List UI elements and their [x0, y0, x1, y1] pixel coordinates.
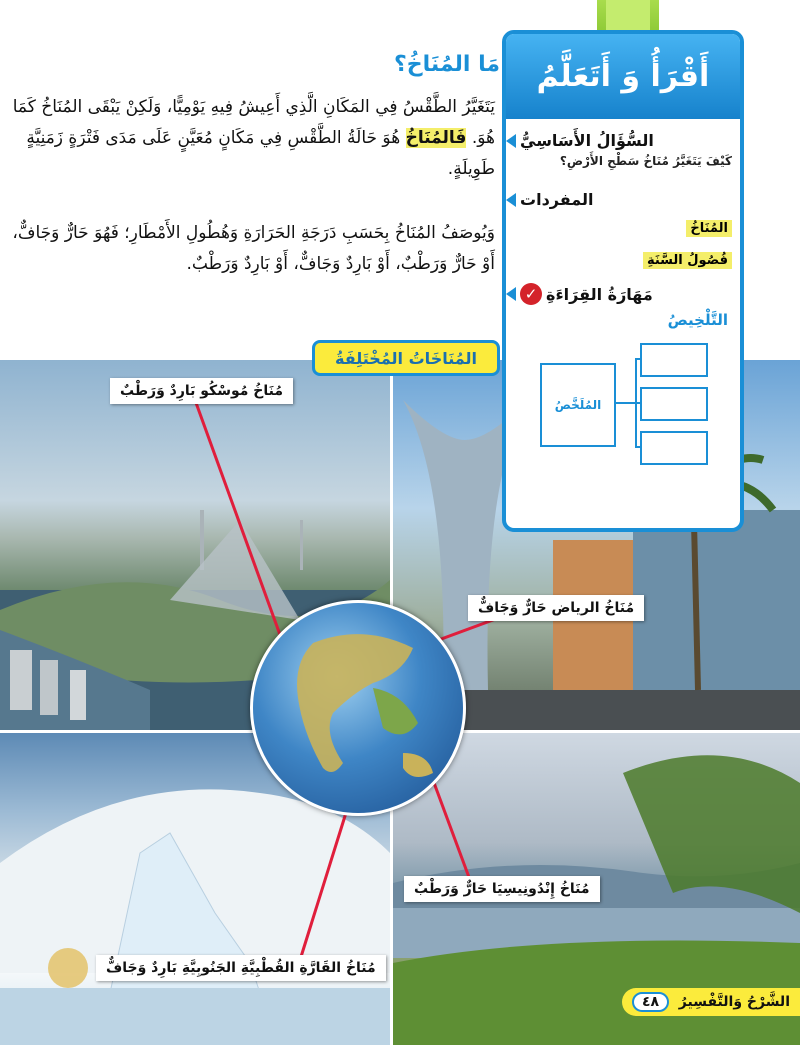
highlighted-term: فَالمُنَاخُ: [405, 128, 467, 148]
sidebar-header: [506, 34, 740, 119]
publisher-logo-icon: [48, 948, 88, 988]
globe-icon: [250, 600, 466, 816]
vocabulary-label: المفردات: [520, 190, 594, 209]
summary-diagram: [506, 329, 740, 479]
summary-detail-box-2: [640, 387, 708, 421]
vocab-term-seasons: فُصُولُ السَّنَةِ: [643, 252, 732, 269]
essential-question-label: السُّؤَالُ الأَسَاسِيُّ: [520, 131, 654, 150]
paragraph1-part1: يَتَغَيَّرُ الطَّقْسُ فِي المَكَانِ الَّذِي أَعِيشُ فِيهِ يَوْمِيًّا، وَلَكِنْ يَبْقَى المُنَاخُ كَمَا هُوَ.: [12, 97, 495, 148]
vocab-term-climate: المُنَاخُ: [686, 220, 732, 237]
antarctica-climate-label: مُنَاخُ القَارَّةِ القُطْبِيَّةِ الجَنُوبِيَّةِ بَارِدٌ وَجَافٌّ: [96, 955, 386, 981]
page-number: ٤٨: [632, 992, 669, 1012]
paragraph-climate-types: وَيُوصَفُ المُنَاخُ بِحَسَبِ دَرَجَةِ الحَرَارَةِ وَهُطُولِ الأَمْطَارِ؛ فَهُوَ حَارٌّ وَجَافٌّ، أَوْ حَارٌّ وَرَطْبٌ، أَوْ بَارِدٌ وَجَافٌّ، أَوْ بَارِدٌ وَرَطْبٌ.: [12, 223, 495, 274]
reading-skill-label: مَهَارَةُ القِرَاءَةِ: [546, 284, 653, 304]
summary-detail-box-3: [640, 431, 708, 465]
antarctica-connector-line: [300, 800, 350, 960]
vocabulary-heading: [506, 190, 740, 209]
sidebar-title: أَقْرَأُ وَ أَتَعَلَّمُ: [536, 59, 710, 94]
summary-detail-box-1: [640, 343, 708, 377]
triangle-bullet-icon: [506, 287, 516, 301]
banner-text: المُنَاخَاتُ المُخْتَلِفَةُ: [335, 348, 477, 368]
moscow-climate-label: مُنَاخُ مُوسْكُو بَارِدٌ وَرَطْبٌ: [110, 378, 293, 404]
reading-skill-heading: [506, 283, 740, 305]
summary-center-label: المُلَخَّصُ: [554, 398, 602, 412]
different-climates-banner: [312, 340, 500, 376]
page-footer: [622, 988, 800, 1016]
riyadh-climate-label: مُنَاخُ الرياض حَارٌّ وَجَافٌّ: [468, 595, 644, 621]
checkmark-icon: ✓: [520, 283, 542, 305]
indonesia-climate-label: مُنَاخُ إِنْدُونِيسِيَا حَارٌّ وَرَطْبٌ: [404, 876, 600, 902]
read-and-learn-sidebar: [502, 30, 744, 532]
chapter-label: الشَّرْحُ وَالتَّفْسِيرُ: [678, 994, 790, 1010]
essential-question-text: كَيْفَ يَتَغَيَّرُ مُنَاخُ سَطْحِ الأَرْضِ؟: [559, 154, 732, 168]
triangle-bullet-icon: [506, 193, 516, 207]
essential-question-heading: [506, 131, 740, 150]
triangle-bullet-icon: [506, 134, 516, 148]
paragraph1-part2: هُوَ حَالَةُ الطَّقْسِ فِي مَكَانٍ مُعَيَّنٍ عَلَى مَدَى فَتْرَةٍ زَمَنِيَّةٍ طَوِيلَةٍ.: [26, 128, 495, 179]
summarize-skill: التَّلْخِيصُ: [667, 311, 728, 329]
section-heading: مَا المُنَاخُ؟: [394, 52, 500, 77]
continents-icon: [253, 603, 463, 813]
